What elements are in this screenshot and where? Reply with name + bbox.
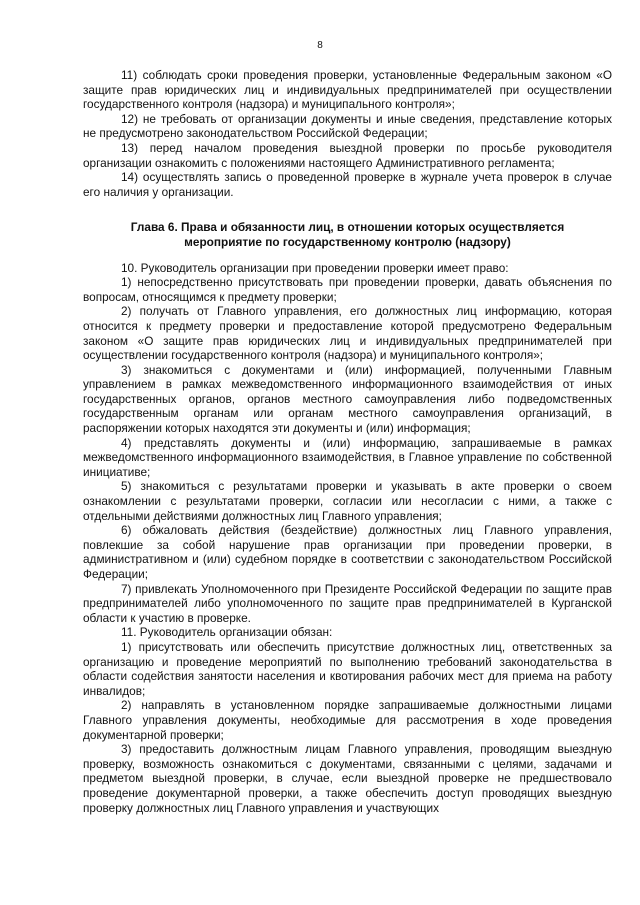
paragraph: 2) получать от Главного управления, его должностных лиц информацию, которая относится к предмету проверки и предоставление которой предусмотрено Федеральным законом «О защите прав юридических лиц и индивидуальных предпринимателей при осуществлении государственного контроля (надзора) и муниципального контроля»; xyxy=(83,304,612,363)
paragraph: 6) обжаловать действия (бездействие) должностных лиц Главного управления, повлекшие за собой нарушение прав организации при проведении проверки, в административном и (или) судебном порядке в соответствии с законодательством Российской Федерации; xyxy=(83,523,612,581)
chapter-heading xyxy=(83,220,612,249)
paragraph: 1) присутствовать или обеспечить присутствие должностных лиц, ответственных за организацию и проведение мероприятий по выполнению требований законодательства в области содействия занятости населения и квотирования рабочих мест для приема на работу инвалидов; xyxy=(83,639,612,698)
paragraph: 1) непосредственно присутствовать при проведении проверки, давать объяснения по вопросам, относящимся к предмету проверки; xyxy=(83,275,612,304)
paragraph: 4) представлять документы и (или) информацию, запрашиваемые в рамках межведомственного информационного взаимодействия, в Главное управление по собственной инициативе; xyxy=(83,435,612,479)
paragraph: 2) направлять в установленном порядке запрашиваемые должностными лицами Главного управления документы, необходимые для рассмотрения в ходе проведения документарной проверки; xyxy=(83,698,612,742)
chapter-heading-line: Глава 6. Права и обязанности лиц, в отношении которых осуществляется xyxy=(130,220,565,235)
chapter-heading-line: мероприятие по государственному контролю (надзору) xyxy=(184,234,511,249)
page-number: 8 xyxy=(317,40,323,51)
paragraph: 14) осуществлять запись о проведенной проверке в журнале учета проверок в случае его наличия у организации. xyxy=(83,170,612,199)
paragraph: 3) знакомиться с документами и (или) информацией, полученными Главным управлением в рамках межведомственного информационного взаимодействия от иных государственных органов, органов местного самоуправления либо подведомственных государственным органам или органам местного самоуправления организаций, в распоряжении которых находятся эти документы и (или) информация; xyxy=(83,362,612,436)
paragraph: 11. Руководитель организации обязан: xyxy=(121,625,333,640)
paragraph: 3) предоставить должностным лицам Главного управления, проводящим выездную проверку, возможность ознакомиться с документами, связанными с целями, задачами и предметом выездной проверки, в случае, если выездной проверке не предшествовало проведение документарной проверки, а также обеспечить доступ проводящих выездную проверку должностных лиц Главного управления и участвующих xyxy=(83,742,612,815)
paragraph: 11) соблюдать сроки проведения проверки, установленные Федеральным законом «О защите прав юридических лиц и индивидуальных предпринимателей при осуществлении государственного контроля (надзора) и муниципального контроля»; xyxy=(83,68,612,112)
paragraph: 10. Руководитель организации при проведении проверки имеет право: xyxy=(121,260,509,275)
paragraph: 13) перед началом проведения выездной проверки по просьбе руководителя организации ознакомить с положениями настоящего Административного регламента; xyxy=(83,140,612,170)
paragraph: 5) знакомиться с результатами проверки и указывать в акте проверки о своем ознакомлении с результатами проверки, согласии или несогласии с ними, а также с отдельными действиями должностных лиц Главного управления; xyxy=(83,479,612,523)
paragraph: 12) не требовать от организации документы и иные сведения, представление которых не предусмотрено законодательством Российской Федерации; xyxy=(83,111,612,141)
paragraph: 7) привлекать Уполномоченного при Президенте Российской Федерации по защите прав предпринимателей либо уполномоченного по защите прав предпринимателей в Курганской области к участию в проверке. xyxy=(83,581,612,625)
document-body xyxy=(83,68,612,815)
